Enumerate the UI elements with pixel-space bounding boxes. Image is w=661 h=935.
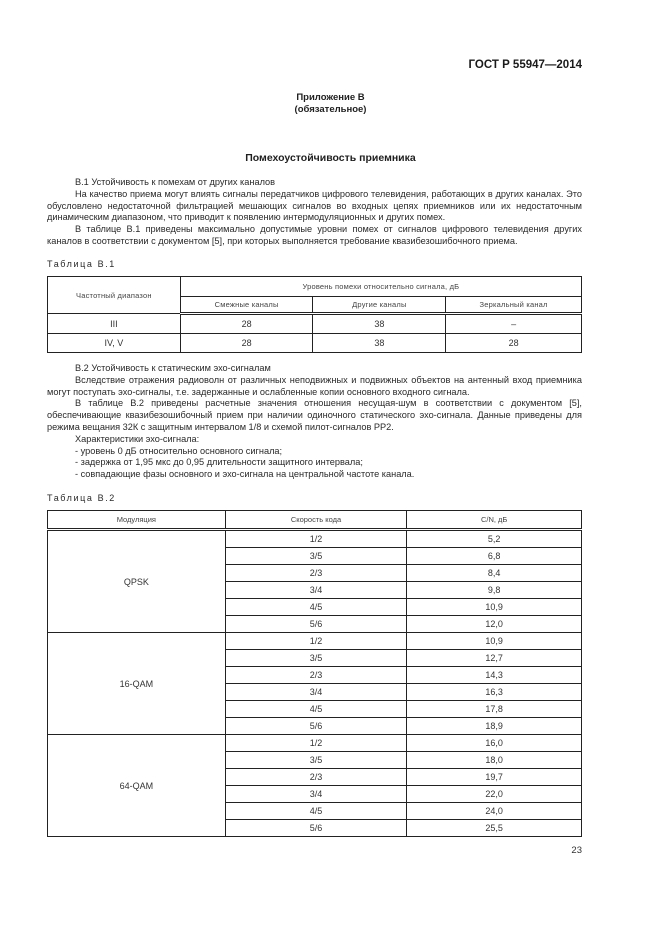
code-rate-cell: 3/4 bbox=[225, 684, 407, 701]
table-b2-caption: Таблица В.2 bbox=[47, 493, 116, 503]
standard-designation: ГОСТ Р 55947—2014 bbox=[468, 59, 582, 71]
section-b2-heading: В.2 Устойчивость к статическим эхо-сигналам bbox=[75, 363, 271, 373]
cn-cell: 25,5 bbox=[407, 820, 582, 837]
cn-cell: 10,9 bbox=[407, 633, 582, 650]
table-b1-header-band: Частотный диапазон bbox=[48, 277, 181, 314]
code-rate-cell: 5/6 bbox=[225, 820, 407, 837]
code-rate-cell: 5/6 bbox=[225, 616, 407, 633]
code-rate-cell: 1/2 bbox=[225, 530, 407, 548]
table-b2-header-code-rate: Скорость кода bbox=[225, 511, 407, 530]
cn-cell: 16,3 bbox=[407, 684, 582, 701]
code-rate-cell: 2/3 bbox=[225, 565, 407, 582]
cn-cell: 8,4 bbox=[407, 565, 582, 582]
table-row bbox=[48, 735, 582, 752]
table-cell: 28 bbox=[180, 334, 313, 353]
list-item: - совпадающие фазы основного и эхо-сигнала на центральной частоте канала. bbox=[75, 469, 415, 480]
cn-cell: 9,8 bbox=[407, 582, 582, 599]
section-b1-paragraph: В таблице В.1 приведены максимально допустимые уровни помех от сигналов цифрового телевидения других каналов в соответствии с документом [5], при которых выполняется требование квазибезошибочного приема. bbox=[47, 224, 582, 246]
code-rate-cell: 4/5 bbox=[225, 701, 407, 718]
section-b1-paragraph: На качество приема могут влиять сигналы передатчиков цифрового телевидения, работающих в других каналах. Это обусловлено недостаточной фильтрацией мешающих сигналов во входных цепях приемников или их недостаточным динамическим диапазоном, что приводит к появлению интермодуляционных и других помех. bbox=[47, 188, 582, 223]
code-rate-cell: 1/2 bbox=[225, 735, 407, 752]
table-b1-caption: Таблица В.1 bbox=[47, 259, 116, 269]
table-b1-header-group: Уровень помехи относительно сигнала, дБ bbox=[180, 277, 581, 297]
table-b1-subheader: Другие каналы bbox=[313, 297, 446, 314]
code-rate-cell: 2/3 bbox=[225, 769, 407, 786]
code-rate-cell: 3/5 bbox=[225, 752, 407, 769]
modulation-cell: QPSK bbox=[48, 530, 226, 633]
table-cell: IV, V bbox=[48, 334, 181, 353]
cn-cell: 22,0 bbox=[407, 786, 582, 803]
code-rate-cell: 1/2 bbox=[225, 633, 407, 650]
cn-cell: 12,7 bbox=[407, 650, 582, 667]
table-b1 bbox=[47, 276, 582, 353]
table-b2-header-cn: C/N, дБ bbox=[407, 511, 582, 530]
code-rate-cell: 2/3 bbox=[225, 667, 407, 684]
code-rate-cell: 4/5 bbox=[225, 803, 407, 820]
code-rate-cell: 4/5 bbox=[225, 599, 407, 616]
section-b2 bbox=[47, 363, 582, 481]
section-b2-paragraph: В таблице В.2 приведены расчетные значения отношения несущая-шум в соответствии с документом [5], обеспечивающие квазибезошибочный прием при наличии одиночного статического эхо-сигнала. Данные приведены для режима вещания 32К с защитным интервалом 1/8 и схемой пилот-сигналов РР2. bbox=[47, 398, 582, 432]
cn-cell: 16,0 bbox=[407, 735, 582, 752]
cn-cell: 14,3 bbox=[407, 667, 582, 684]
table-b1-subheader: Зеркальный канал bbox=[446, 297, 582, 314]
list-item: - уровень 0 дБ относительно основного сигнала; bbox=[75, 445, 283, 456]
table-row bbox=[48, 334, 582, 353]
section-b1-heading: В.1 Устойчивость к помехам от других каналов bbox=[75, 177, 276, 187]
annex-status: (обязательное) bbox=[294, 104, 367, 115]
code-rate-cell: 5/6 bbox=[225, 718, 407, 735]
code-rate-cell: 3/5 bbox=[225, 548, 407, 565]
code-rate-cell: 3/5 bbox=[225, 650, 407, 667]
cn-cell: 24,0 bbox=[407, 803, 582, 820]
cn-cell: 17,8 bbox=[407, 701, 582, 718]
cn-cell: 5,2 bbox=[407, 530, 582, 548]
table-row bbox=[48, 314, 582, 334]
table-cell: – bbox=[446, 314, 582, 334]
annex-title: Приложение В bbox=[296, 92, 365, 103]
code-rate-cell: 3/4 bbox=[225, 582, 407, 599]
modulation-cell: 64-QAM bbox=[48, 735, 226, 837]
section-b1 bbox=[47, 177, 582, 248]
page-number: 23 bbox=[571, 845, 582, 856]
list-item: - задержка от 1,95 мкс до 0,95 длительности защитного интервала; bbox=[75, 457, 363, 468]
table-row bbox=[48, 633, 582, 650]
section-b2-paragraph: Характеристики эхо-сигнала: bbox=[75, 433, 200, 444]
modulation-cell: 16-QAM bbox=[48, 633, 226, 735]
cn-cell: 19,7 bbox=[407, 769, 582, 786]
cn-cell: 18,9 bbox=[407, 718, 582, 735]
section-title: Помехоустойчивость приемника bbox=[245, 152, 416, 164]
table-b1-subheader: Смежные каналы bbox=[180, 297, 313, 314]
table-cell: 38 bbox=[313, 314, 446, 334]
table-cell: 38 bbox=[313, 334, 446, 353]
table-b2-header-modulation: Модуляция bbox=[48, 511, 226, 530]
section-b2-paragraph: Вследствие отражения радиоволн от различных неподвижных и подвижных объектов на антенный вход приемника могут поступать эхо-сигналы, т.е. задержанные и ослабленные копии основного входного сигнала. bbox=[47, 374, 582, 397]
cn-cell: 18,0 bbox=[407, 752, 582, 769]
table-b2 bbox=[47, 510, 582, 837]
table-cell: 28 bbox=[180, 314, 313, 334]
cn-cell: 6,8 bbox=[407, 548, 582, 565]
table-cell: 28 bbox=[446, 334, 582, 353]
table-cell: III bbox=[48, 314, 181, 334]
cn-cell: 12,0 bbox=[407, 616, 582, 633]
table-row bbox=[48, 530, 582, 548]
code-rate-cell: 3/4 bbox=[225, 786, 407, 803]
cn-cell: 10,9 bbox=[407, 599, 582, 616]
